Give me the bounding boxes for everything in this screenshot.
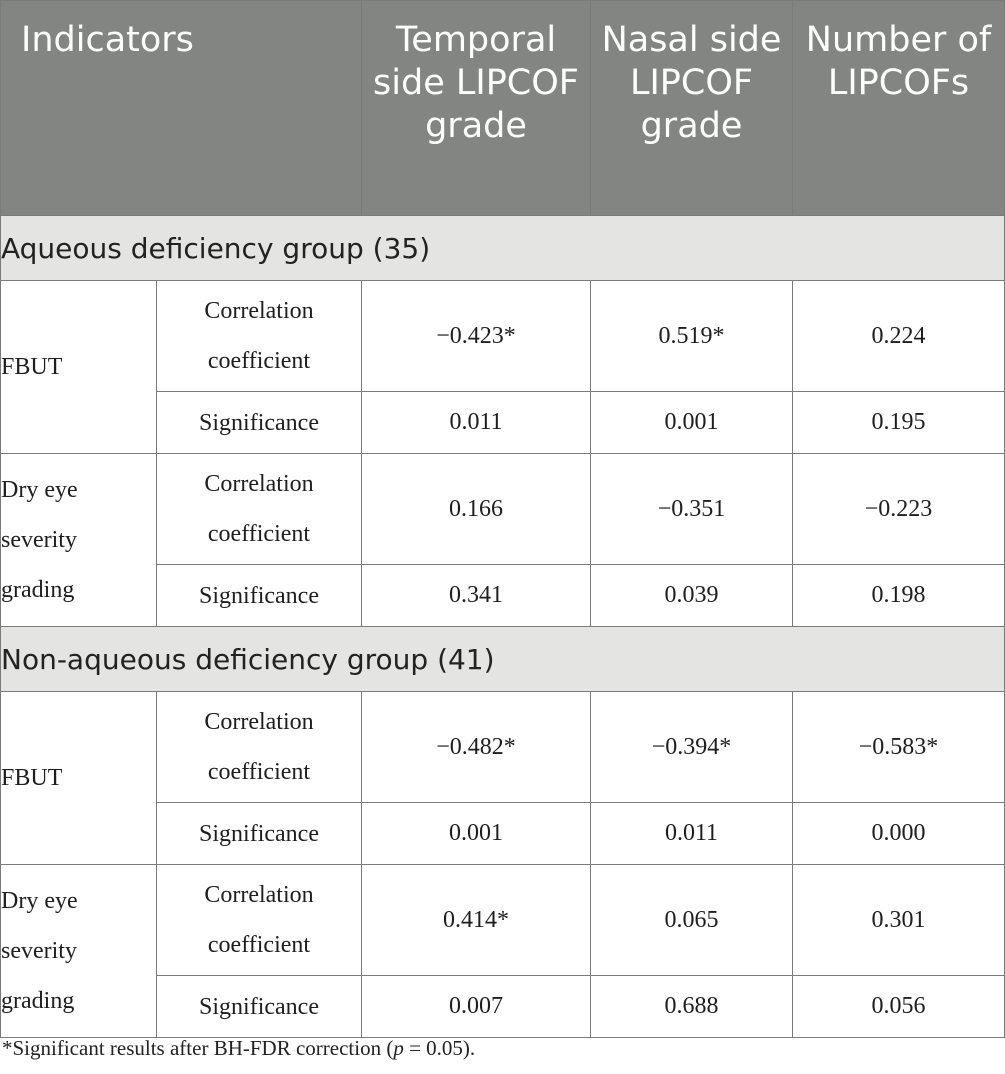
indicator-dry-eye: Dry eye severity grading [1,865,157,1038]
table-row [1,454,1005,565]
group-title: Non-aqueous deficiency group (41) [1,627,1005,692]
value-cell: 0.039 [591,565,793,627]
value-cell: 0.011 [362,392,591,454]
table-footnote [2,1036,475,1061]
table-row [1,692,1005,803]
value-cell: 0.688 [591,976,793,1038]
value-cell: 0.011 [591,803,793,865]
value-cell: −0.583* [793,692,1005,803]
metric-significance: Significance [157,976,362,1038]
group-title: Aqueous deficiency group (35) [1,216,1005,281]
indicator-dry-eye: Dry eye severity grading [1,454,157,627]
value-cell: 0.341 [362,565,591,627]
header-nasal: Nasal side LIPCOF grade [591,1,793,216]
value-cell: −0.482* [362,692,591,803]
group-row [1,627,1005,692]
header-row [1,1,1005,216]
metric-correlation: Correlation coefficient [157,865,362,976]
metric-significance: Significance [157,803,362,865]
metric-correlation: Correlation coefficient [157,454,362,565]
value-cell: 0.166 [362,454,591,565]
value-cell: −0.423* [362,281,591,392]
value-cell: 0.198 [793,565,1005,627]
value-cell: 0.065 [591,865,793,976]
metric-significance: Significance [157,565,362,627]
value-cell: 0.414* [362,865,591,976]
footnote-text-after: = 0.05). [403,1036,476,1060]
value-cell: −0.351 [591,454,793,565]
value-cell: 0.224 [793,281,1005,392]
value-cell: 0.519* [591,281,793,392]
value-cell: 0.056 [793,976,1005,1038]
value-cell: 0.007 [362,976,591,1038]
indicator-fbut: FBUT [1,281,157,454]
table-row [1,865,1005,976]
metric-correlation: Correlation coefficient [157,281,362,392]
metric-significance: Significance [157,392,362,454]
footnote-text-before: *Significant results after BH-FDR correction ( [2,1036,394,1060]
header-temporal: Temporal side LIPCOF grade [362,1,591,216]
value-cell: 0.001 [591,392,793,454]
group-row [1,216,1005,281]
indicator-fbut: FBUT [1,692,157,865]
header-number: Number of LIPCOFs [793,1,1005,216]
value-cell: −0.394* [591,692,793,803]
value-cell: −0.223 [793,454,1005,565]
value-cell: 0.000 [793,803,1005,865]
header-indicators: Indicators [1,1,362,216]
value-cell: 0.301 [793,865,1005,976]
footnote-p-symbol: p [393,1036,404,1060]
metric-correlation: Correlation coefficient [157,692,362,803]
table-row [1,281,1005,392]
value-cell: 0.001 [362,803,591,865]
value-cell: 0.195 [793,392,1005,454]
